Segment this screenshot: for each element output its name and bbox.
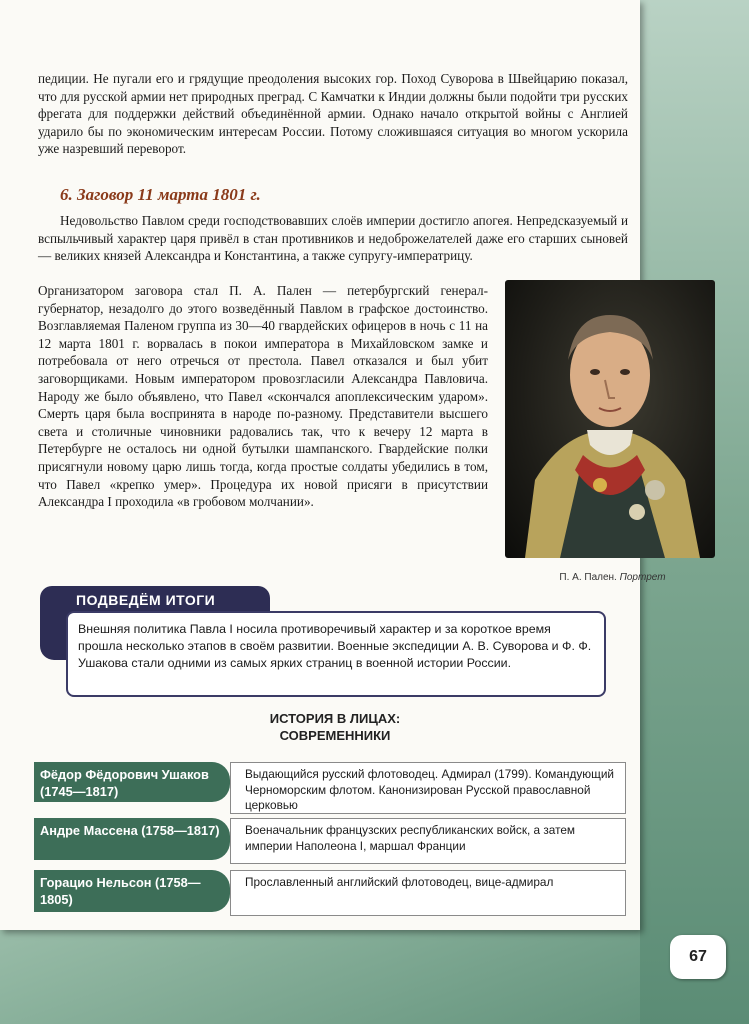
person-name: Фёдор Фёдорович Ушаков (1745—1817) (34, 762, 230, 802)
paragraph-discontent-text: Недовольство Павлом среди господствовавших слоёв империи достигло апогея. Непредсказуемый и вспыльчивый характер царя привёл в стан противников и недоброжелателей даже его старших сыновей — великих князей Александра и Константина, а также супругу-императрицу. (38, 213, 628, 264)
person-description: Выдающийся русский флотоводец. Адмирал (1799). Командующий Черноморским флотом. Канонизирован Русской православной церковью (230, 762, 626, 814)
summary-box: Внешняя политика Павла I носила противоречивый характер и за короткое время прошла несколько этапов в своём развитии. Военные экспедиции А. В. Суворова и Ф. Ф. Ушакова стали одними из самых ярких страниц в военной истории России. (66, 611, 606, 697)
caption-name: П. А. Пален. (559, 572, 617, 583)
faces-title (210, 710, 460, 744)
caption-type: Портрет (619, 572, 666, 583)
person-name: Андре Массена (1758—1817) (34, 818, 230, 860)
faces-title-line1: ИСТОРИЯ В ЛИЦАХ: (269, 711, 401, 726)
summary-title: ПОДВЕДЁМ ИТОГИ (40, 586, 270, 614)
paragraph-intro: педиции. Не пугали его и грядущие преодоления высоких гор. Поход Суворова в Швейцарию показал, что для русской армии нет природных преград. С Камчатки к Индии должны были подойти три русских фрегата для поддержки действий объединённой армии. Однако начало открытой войны с Англией ударило бы по экономическим интересам России. Потому сложившаяся ситуация во многом ускорила уже назревший переворот. (38, 71, 628, 157)
section-heading: 6. Заговор 11 марта 1801 г. (60, 185, 261, 204)
person-description: Прославленный английский флотоводец, вице-адмирал (230, 870, 626, 916)
faces-title-line2: СОВРЕМЕННИКИ (279, 728, 391, 743)
page-number: 67 (670, 935, 726, 979)
person-name: Горацио Нельсон (1758—1805) (34, 870, 230, 912)
portrait-palen-image (505, 280, 715, 558)
portrait-caption (505, 572, 720, 583)
portrait-illustration (505, 280, 715, 558)
paragraph-conspiracy: Организатором заговора стал П. А. Пален — петербургский генерал-губернатор, незадолго до этого возведённый Павлом в графское достоинство. Возглавляемая Паленом группа из 30—40 гвардейских офицеров в ночь с 11 на 12 марта 1801 г. ворвалась в покои императора в Михайловском замке и потребовала от него отречься от престола. Павел отказался и был убит заговорщиками. Новым императором провозгласили Александра Павловича. Народу же было объявлено, что Павел «скончался апоплексическим ударом». Смерть царя была воспринята в народе по-разному. Представители высшего света и столичные чиновники радовались так, что к вечеру 12 марта в Петербурге не осталось ни одной бутылки шампанского. Гвардейские полки присягнули новому царю лишь тогда, когда простые солдаты убедились в том, что Павел «крепко умер». Процедура их новой присяги в присутствии Александра I проходила «в гробовом молчании». (38, 283, 488, 510)
person-description: Военачальник французских республиканских войск, а затем империи Наполеона I, маршал Франции (230, 818, 626, 864)
paragraph-discontent (38, 212, 628, 265)
